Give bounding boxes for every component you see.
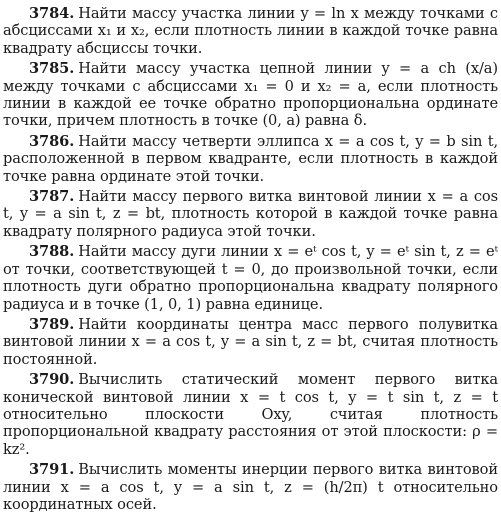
problem-3786 [3, 133, 498, 185]
problem-number: 3786. [29, 132, 75, 150]
problem-text: Найти координаты центра масс первого полувитка винтовой линии x = a cos t, y = a sin t, z = bt, считая плотность постоянной. [3, 315, 498, 368]
problem-number: 3789. [29, 315, 75, 333]
problem-3791 [3, 461, 498, 513]
problem-text: Найти массу первого витка винтовой линии x = a cos t, y = a sin t, z = bt, плотность которой в каждой точке равна квадрату полярного радиуса этой точки. [3, 188, 498, 240]
problem-text: Вычислить моменты инерции первого витка винтовой линии x = a cos t, y = a sin t, z = (h/2π) t относительно координатных осей. [3, 461, 498, 513]
problem-number: 3784. [29, 5, 75, 22]
problem-number: 3785. [29, 60, 75, 78]
textbook-page [3, 5, 498, 516]
problem-3787 [3, 188, 498, 240]
problem-3785 [3, 60, 498, 130]
problem-text: Найти массу участка цепной линии y = a ch (x/a) между точками с абсциссами x₁ = 0 и x₂ = a, если плотность линии в каждой ее точке обратно пропорциональна ординате точки, причем плотность в точке (0, a) равна δ. [3, 60, 498, 130]
problem-text: Вычислить статический момент первого витка конической винтовой линии x = t cos t, y = t sin t, z = t относительно плоскости Oxy, считая плотность пропорциональной квадрату расстояния от этой плоскости: ρ = kz². [3, 371, 498, 458]
problem-text: Найти массу участка линии y = ln x между точками с абсциссами x₁ и x₂, если плотность линии в каждой точке равна квадрату абсциссы точки. [3, 5, 498, 57]
problem-3790 [3, 371, 498, 458]
problem-number: 3787. [29, 188, 75, 206]
problem-3788 [3, 243, 498, 313]
problem-number: 3790. [29, 371, 75, 389]
problem-number: 3788. [29, 243, 75, 261]
problem-text: Найти массу четверти эллипса x = a cos t, y = b sin t, расположенной в первом квадранте, если плотность в каждой точке равна ординате этой точки. [3, 132, 498, 185]
problem-3784 [3, 5, 498, 57]
problem-text: Найти массу дуги линии x = eᵗ cos t, y = eᵗ sin t, z = eᵗ от точки, соответствующей t = 0, до произвольной точки, если плотность дуги обратно пропорциональна квадрату полярного радиуса и в точке (1, 0, 1) равна единице. [3, 243, 498, 313]
problem-number: 3791. [29, 461, 75, 479]
problem-3789 [3, 316, 498, 368]
